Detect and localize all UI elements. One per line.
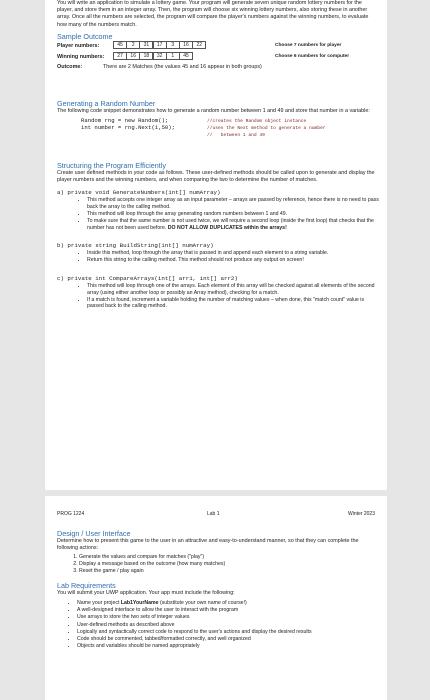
requirement-item: • Objects and variables should be named appropriately <box>77 643 379 650</box>
term: Winter 2023 <box>348 511 375 517</box>
lab-number: Lab 1 <box>207 511 220 517</box>
player-number-box: 17 <box>153 41 167 49</box>
requirement-item: • Logically and syntactically correct code to respond to the user's actions and display the desired results <box>77 629 379 636</box>
method-b-signature: b) private string BuildString(int[] numArray) <box>57 242 214 250</box>
method-c-signature: c) private int CompareArrays(int[] arr1, int[] arr2) <box>57 275 238 282</box>
outcome-text: There are 2 Matches (the values 45 and 16 appear in both groups) <box>103 63 262 70</box>
player-number-box: 16 <box>179 41 193 49</box>
structuring-heading: Structuring the Program Efficiently <box>57 161 166 171</box>
design-heading: Design / User Interface <box>57 529 131 538</box>
page-header <box>57 511 379 519</box>
requirements-description: You will submit your UWP application. Your app must include the following: <box>57 590 235 597</box>
player-number-boxes <box>113 41 205 49</box>
requirements-heading: Lab Requirements <box>57 581 116 591</box>
player-number-box: 3 <box>166 41 180 49</box>
winning-number-box: 16 <box>126 52 140 60</box>
player-number-box: 22 <box>192 41 206 49</box>
method-a-signature: a) private void GenerateNumbers(int[] numArray) <box>57 189 221 197</box>
bullet-item: • This method will loop through one of the arrays. Each element of this array will be checked against all elements of the second array (using either another loop or possibly an Array method), checking for a match. <box>87 283 379 297</box>
bullet-item: • This method will loop through the array generating random numbers between 1 and 49. <box>87 211 379 218</box>
no-duplicates-warning: DO NOT ALLOW DUPLICATES within the arrays! <box>167 224 287 231</box>
sample-outcome-heading: Sample Outcome <box>57 31 113 41</box>
structuring-description: Create user defined methods in your code as follows. These user-defined methods should be called upon to generate and display the player numbers and the winning numbers, and when comparing the two to determine the number of matches. <box>57 170 375 184</box>
requirement-item: • Code should be commented, tabbed/formatted correctly, and well organized <box>77 636 379 643</box>
action-item: 3. Reset the game / play again <box>79 568 379 575</box>
bullet-item: • This method accepts one integer array as an input parameter – arrays are passed by reference, hence there is no need to pass back the array to the calling method. <box>87 197 379 211</box>
winning-numbers-note: Choose 6 numbers for computer <box>275 53 350 59</box>
player-number-box: 2 <box>126 41 140 49</box>
design-description: Determine how to present this game to the user in an attractive and easy-to-understand manner, so that they can complete the following actions: <box>57 538 359 552</box>
random-number-description: The following code snippet demonstrates how to generate a random number between 1 and 49 and store that number in a variable: <box>57 107 370 114</box>
code-comment-3: // between 1 and 49 <box>207 132 265 138</box>
player-number-box: 45 <box>113 41 127 49</box>
player-number-box: 31 <box>139 41 153 49</box>
requirement-item: • A well-designed interface to allow the user to interact with the program <box>77 607 379 614</box>
document-page-2 <box>45 496 387 700</box>
action-item: 1. Generate the values and compare for matches ("play") <box>79 554 379 561</box>
course-code: PROG 1224 <box>57 511 85 517</box>
outcome-label: Outcome: <box>57 63 83 70</box>
code-line-2: int number = rng.Next(1,50); <box>81 124 175 132</box>
outcome-row <box>57 63 379 73</box>
code-snippet <box>57 118 379 142</box>
requirement-item: • User-defined methods as described above <box>77 622 379 629</box>
requirement-item: • Name your project Lab1YourName (substitute your own name of course!) <box>77 600 379 607</box>
winning-number-box: 18 <box>139 52 153 60</box>
bullet-item: • To make sure that the same number is not used twice, we will require a second loop (inside the first loop) that checks that the number has not been used before. DO NOT ALLOW DUPLICATES within the arrays! <box>87 218 379 232</box>
code-line-1: Random rng = new Random(); <box>81 117 169 125</box>
requirement-item: • Use arrays to store the two sets of integer values <box>77 614 379 621</box>
player-numbers-row <box>57 41 379 52</box>
winning-numbers-row <box>57 52 379 63</box>
random-number-heading: Generating a Random Number <box>57 98 156 108</box>
method-b-bullets <box>57 250 379 264</box>
player-numbers-label: Player numbers: <box>57 42 100 49</box>
winning-number-box: 32 <box>153 52 167 60</box>
player-numbers-note: Choose 7 numbers for player <box>275 42 342 48</box>
document-page-1 <box>45 0 387 490</box>
action-item: 2. Display a message based on the outcome (how many matches) <box>79 561 379 568</box>
intro-paragraph: You will write an application to simulate a lottery game. Your program will generate seven unique random lottery numbers for the player, and store them in an integer array. Then, the program will choose six winning lottery numbers, also storing these in another array. Once all the numbers are selected, the program will compare the player's numbers against the winning numbers, to evaluate how many of the numbers match. <box>57 0 369 28</box>
method-a-bullets <box>57 197 379 231</box>
code-comment-2: //uses the Next method to generate a number <box>207 125 326 131</box>
winning-number-boxes <box>113 52 192 60</box>
bullet-item: • If a match is found, increment a variable holding the number of matching values – when done, this "match count" value is passed back to the calling method. <box>87 297 379 311</box>
winning-numbers-label: Winning numbers: <box>57 53 105 60</box>
winning-number-box: 45 <box>179 52 193 60</box>
method-c-bullets <box>57 283 379 310</box>
winning-number-box: 1 <box>166 52 180 60</box>
winning-number-box: 27 <box>113 52 127 60</box>
bullet-item: • Return this string to the calling method. This method should not produce any output on screen! <box>87 257 379 264</box>
requirements-list <box>57 600 379 651</box>
code-comment-1: //creates the Random object instance <box>207 118 307 124</box>
actions-list <box>57 554 379 575</box>
bullet-item: • Inside this method, loop through the array that is passed in and append each element to a string variable. <box>87 250 379 257</box>
